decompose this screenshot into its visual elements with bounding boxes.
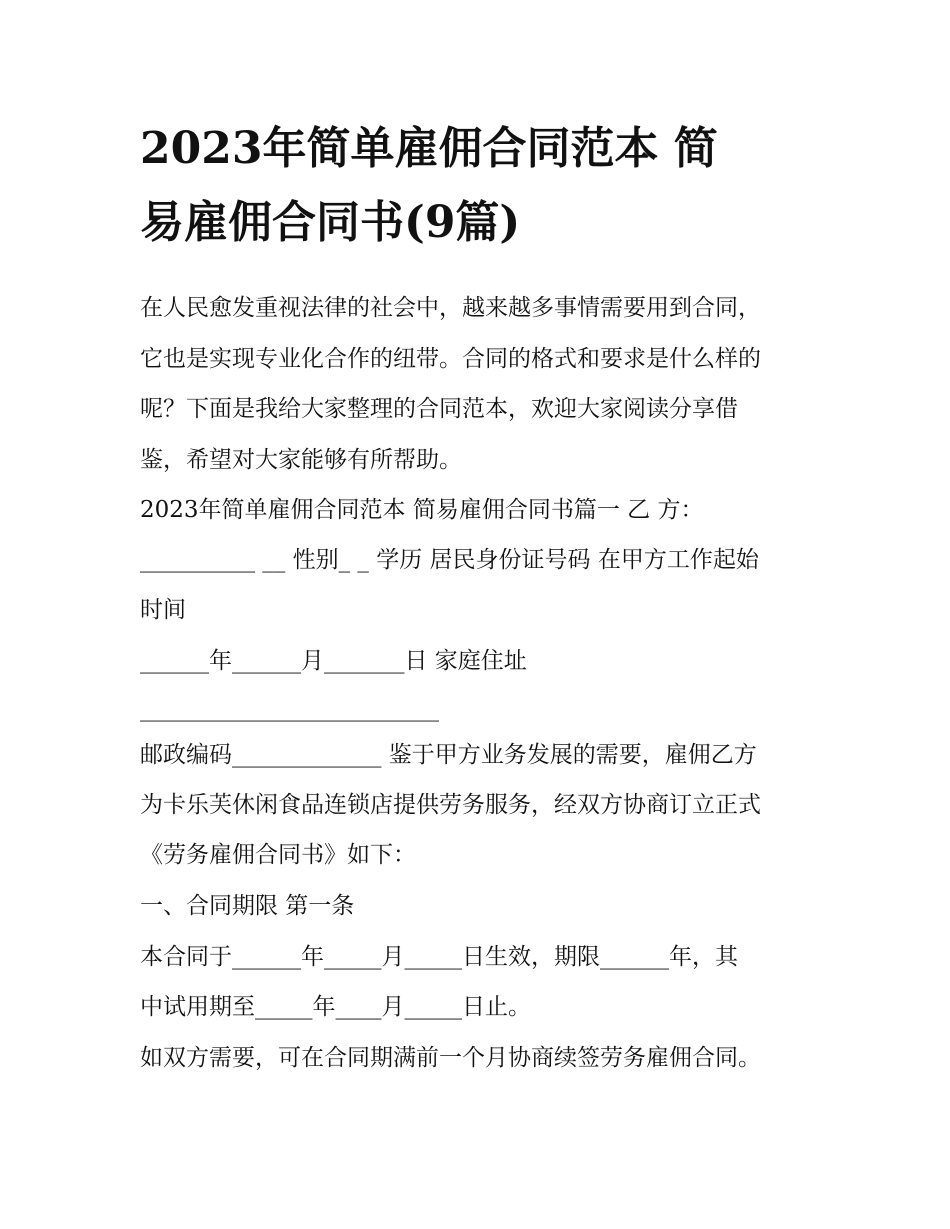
start-time-label: 时间: [140, 597, 186, 623]
employee-info-line: __________ __ 性别_ _ 学历 居民身份证号码 在甲方工作起始: [140, 547, 759, 573]
renewal-line: 如双方需要，可在合同期满前一个月协商续签劳务雇佣合同。: [140, 1045, 761, 1071]
section-heading-term: 一、合同期限 第一条: [140, 893, 355, 919]
service-line: 为卡乐芙休闲食品连锁店提供劳务服务，经双方协商订立正式: [140, 792, 761, 818]
title-line-1: 2023年简单雇佣合同范本 简: [140, 123, 718, 174]
address-blank-line: __________________________: [140, 696, 439, 722]
intro-line: 在人民愈发重视法律的社会中，越来越多事情需要用到合同，: [140, 295, 761, 321]
contract-heading-line: 2023年简单雇佣合同范本 简易雇佣合同书篇一 乙 方：: [140, 497, 704, 523]
intro-line: 鉴，希望对大家能够有所帮助。: [140, 446, 462, 473]
title-line-2: 易雇佣合同书(9篇): [140, 197, 521, 248]
intro-line: 呢？下面是我给大家整理的合同范本，欢迎大家阅读分享借: [140, 396, 738, 422]
effective-date-line: 本合同于______年_____月_____日生效，期限______年，其: [140, 944, 738, 970]
date-address-line: ______年______月_______日 家庭住址: [140, 648, 527, 674]
intro-paragraph: [140, 283, 830, 485]
postal-code-line: 邮政编码_____________ 鉴于甲方业务发展的需要，雇佣乙方: [140, 742, 757, 768]
agreement-title-line: 《劳务雇佣合同书》如下：: [140, 842, 416, 868]
probation-line: 中试用期至_____年____月_____日止。: [140, 994, 531, 1020]
intro-line: 它也是实现专业化合作的纽带。合同的格式和要求是什么样的: [140, 345, 761, 372]
document-title: [140, 112, 820, 260]
